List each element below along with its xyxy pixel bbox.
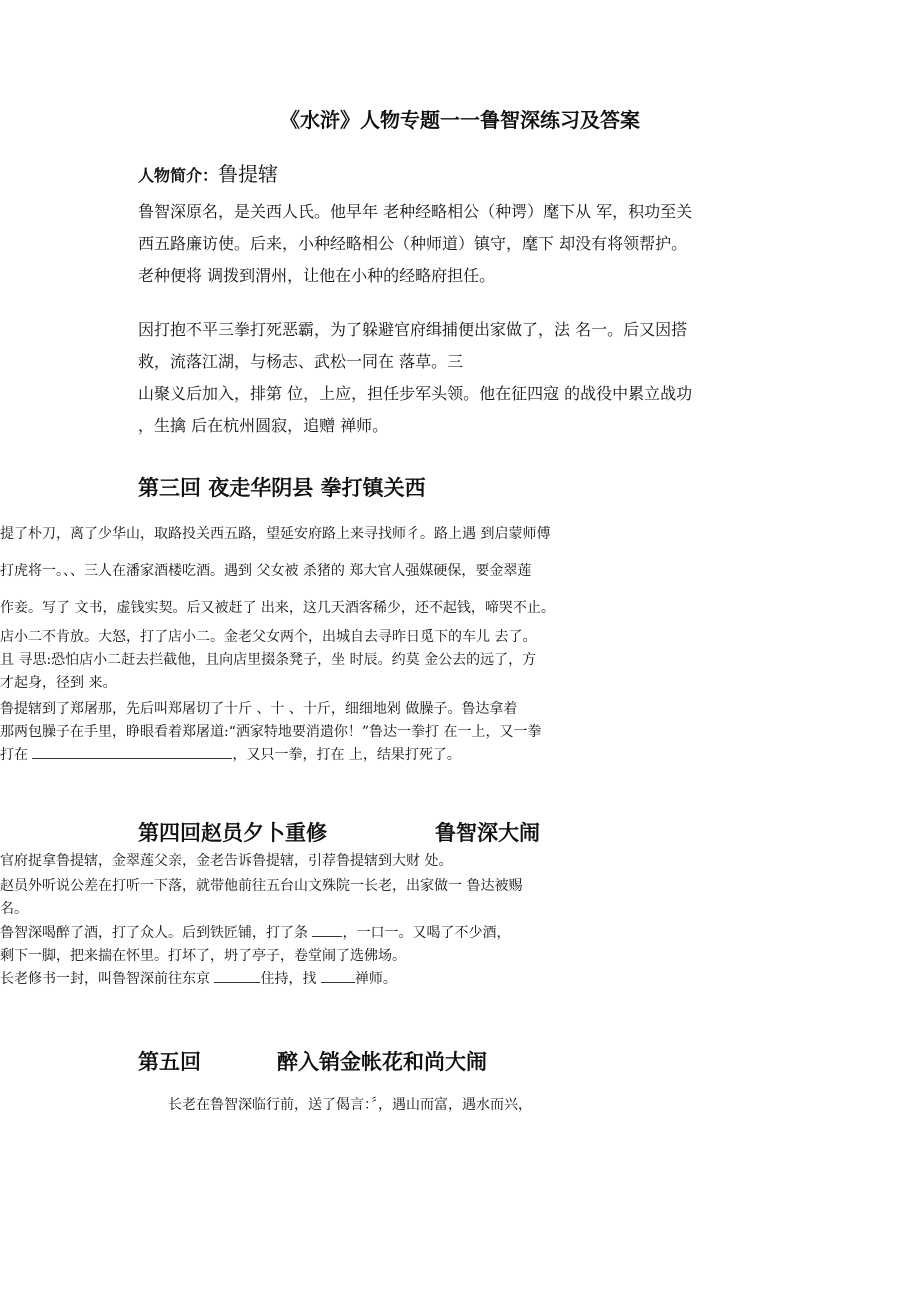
line-text: ，一口一。又喝了不少酒， [342,925,511,941]
chapter-3-line-2: 打虎将一。、、三人在潘家酒楼吃酒。遇到 父女被 杀猪的 郑大官人强媒硬保，要金翠莲 [0,563,532,579]
chapter-3-line-9 [0,744,461,767]
chapter-5-line-1: 长老在鲁智深临行前，送了偈言：〞，遇山而富，遇水而兴， [168,1097,532,1113]
chapter-4-line-6 [0,968,397,991]
chapter-3-line-1: 提了朴刀，离了少华山，取路投关西五路，望延安府路上来寻找师彳。路上遇 到启蒙师傅 [0,526,551,542]
page-title: 《水浒》人物专题一一鲁智深练习及答案 [280,108,640,132]
intro-paragraph-2-line-4: ，生擒 后在杭州圆寂，追赠 禅师。 [138,416,389,435]
fill-in-blank[interactable] [321,968,355,983]
line-text: 打在 [0,747,33,763]
chapter-5-heading-left: 第五回 [138,1050,201,1074]
chapter-3-line-5: 且 寻思:恐怕店小二赶去拦截他，且向店里掇条凳子，坐 时辰。约莫 金公去的远了，方 [0,652,537,668]
chapter-5-heading [138,1046,487,1076]
chapter-5-heading-right: 醉入销金帐花和尚大闹 [277,1050,487,1074]
chapter-3-line-4: 店小二不肯放。大怒，打了店小二。金老父女两个，出城自去寻昨日觅下的车儿 去了。 [0,629,537,645]
line-text: 长老修书一封，叫鲁智深前往东京 [0,971,215,987]
fill-in-blank[interactable] [312,922,342,937]
chapter-4-line-2: 赵员外听说公差在打听一下落，就带他前往五台山文殊院一长老，出家做一 鲁达被赐 [0,878,523,894]
fill-in-blank[interactable] [214,968,260,983]
fill-in-blank[interactable] [32,744,232,759]
chapter-4-heading-left: 第四回赵员夕卜重修 [138,821,327,845]
intro-label: 人物简介： [138,166,219,185]
intro-heading [138,158,278,187]
chapter-4-heading-right: 鲁智深大闹 [435,821,540,845]
chapter-3-line-7: 鲁提辖到了郑屠那，先后叫郑屠切了十斤 、十 、十斤，细细地剁 做臊子。鲁达拿着 [0,701,518,717]
intro-paragraph-2-line-2: 救，流落江湖，与杨志、武松一同在 落草。三 [138,352,464,371]
chapter-4-heading [138,817,540,847]
chapter-3-line-3: 作妾。写了 文书，虚钱实契。后又被赶了 出来，这几天酒客稀少，还不起钱，啼哭不止。 [0,600,555,616]
chapter-4-line-4 [0,922,510,945]
intro-paragraph-2-line-1: 因打抱不平三拳打死恶霸，为了躲避官府缉捕便出家做了，法 名一。后又因搭 [138,320,688,339]
line-text: ，又只一拳，打在 上，结果打死了。 [232,747,461,763]
line-text: 禅师。 [354,971,397,987]
intro-character-name: 鲁提辖 [218,162,279,186]
chapter-4-line-1: 官府捉拿鲁提辖，金翠莲父亲，金老告诉鲁提辖，引荐鲁提辖到大财 处。 [0,853,453,869]
intro-paragraph-1-line-3: 老种便将 调拨到渭州，让他在小种的经略府担任。 [138,266,496,285]
chapter-3-heading: 第三回 夜走华阴县 拳打镇关西 [138,476,426,500]
chapter-3-line-8: 那两包臊子在手里，睁眼看着郑屠道:“洒家特地要消遣你！”鲁达一拳打 在一上，又一拳 [0,724,542,740]
intro-paragraph-1-line-2: 西五路廉访使。后来，小种经略相公（种师道）镇守，麾下 却没有将领帮护。 [138,234,688,253]
chapter-3-line-6: 才起身，径到 来。 [0,675,117,691]
line-text: 住持，找 [260,971,321,987]
line-text: 鲁智深喝醉了酒，打了众人。后到铁匠铺，打了条 [0,925,313,941]
chapter-4-line-5: 剩下一脚，把来揣在怀里。打坏了，坍了亭子，卷堂闹了选佛场。 [0,948,406,964]
chapter-4-line-3: 名。 [0,901,28,917]
intro-paragraph-1-line-1: 鲁智深原名，是关西人氏。他早年 老种经略相公（种谔）麾下从 军，积功至关 [138,202,693,221]
intro-paragraph-2-line-3: 山聚义后加入，排第 位，上应，担任步军头领。他在征四寇 的战役中累立战功 [138,384,693,403]
